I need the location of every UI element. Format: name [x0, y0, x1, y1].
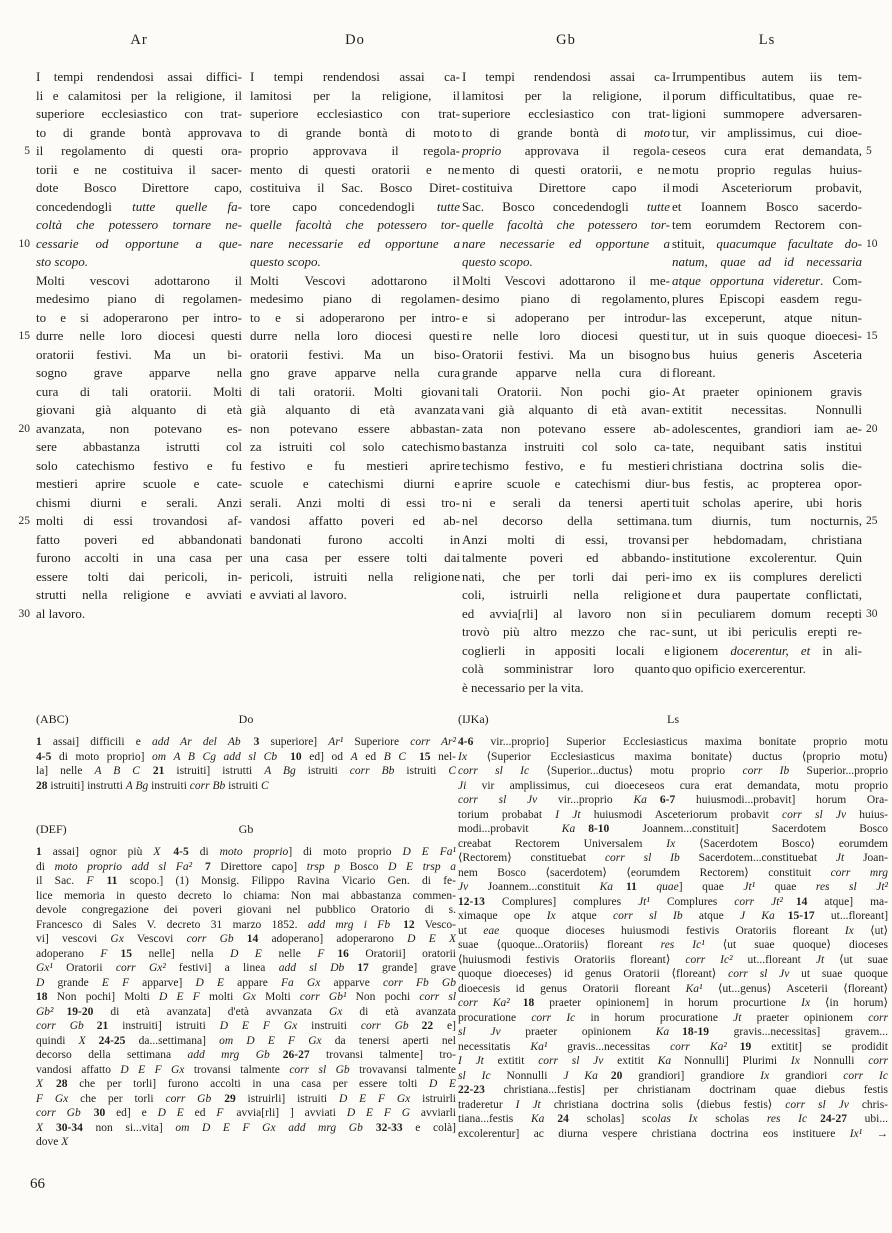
- apparatus-witness: Gb: [238, 822, 254, 836]
- text-line: vani già alquanto di età avan-: [462, 402, 670, 417]
- text-line: Jv Joannem...constituit Ka 11 quae] quae Jt¹ quae res sl Jt²: [458, 881, 888, 893]
- text-line: e avviati al lavoro.: [250, 587, 347, 602]
- text-line: vandosi affatto poveri ed ab-: [250, 513, 460, 528]
- text-line: et Ioannem Bosco sacerdo-: [672, 198, 862, 214]
- apparatus-sigla: (DEF): [36, 822, 67, 836]
- text-line: sl Jv praeter opinionem Ka 18-19 gravis...necessitas] gravem...: [458, 1026, 888, 1038]
- text-line: modi...probavit Ka 8-10 Joannem...constituit] Sacerdotem Bosco: [458, 823, 889, 835]
- column-ar: [36, 32, 242, 623]
- apparatus-left-column: [36, 712, 456, 1150]
- text-line: è necessario per la vita.: [462, 679, 584, 695]
- text-line: necessitatis Ka¹ gravis...necessitas corr Ka² 19 extitit] se prodidit: [458, 1040, 888, 1053]
- text-line: natum, quae ad id necessaria: [672, 254, 862, 269]
- text-line: suae ⟨quoque...Oratoriis⟩ floreant res Ic¹ ⟨ut suae quoque⟩ dioceses: [458, 939, 888, 951]
- text-line: al lavoro.: [36, 605, 86, 621]
- text-line: I tempi rendendosi assai diffici-: [36, 69, 242, 84]
- text-line: decorso della settimana add mrg Gb 26-27 trovansi talmente] tro-: [36, 1049, 456, 1061]
- text-line: coli, istruirli nella religione: [462, 587, 670, 602]
- text-line: in peculiarem domum recepti: [672, 605, 862, 621]
- text-line: torium probabat I Jt huiusmodi Asceteriorum probavit corr sl Jv huius-: [458, 808, 888, 821]
- text-line: Sac. Bosco concedendogli tutte: [462, 198, 670, 214]
- line-numbers-right: [866, 68, 890, 679]
- apparatus-header: [36, 822, 456, 845]
- text-line: dote Bosco Direttore capo,: [36, 180, 242, 195]
- column-gb: [462, 32, 670, 697]
- text-line: I tempi rendendosi assai ca-: [250, 69, 460, 84]
- text-line: floreant.: [672, 365, 716, 380]
- text-line: questo scopo.: [250, 254, 321, 269]
- line-number: [866, 124, 890, 143]
- text-line: per hebdomadam, christiana: [672, 531, 862, 547]
- line-number: [4, 549, 30, 568]
- text-line: stituit, quacumque facultate do-: [672, 235, 862, 251]
- text-line: sl Ic Nonnulli J Ka 20 grandiori] grandiore Ix grandiori corr Ic: [458, 1069, 888, 1082]
- text-line: lice memoria in questo decreto lo chiama: Non mai abbastanza commen-: [36, 889, 456, 902]
- text-line: corr Gb 21 instruiti] istruiti D E F Gx instruiti corr Gb 22 e]: [36, 1020, 456, 1032]
- line-number: 30: [866, 607, 878, 620]
- text-line: torii e ne costituiva il sacer-: [36, 161, 242, 177]
- text-line: costituiva il Sac. Bosco Diret-: [250, 180, 460, 195]
- apparatus-sigla: (IJKa): [458, 712, 489, 726]
- text-line: christiana doctrina solis die-: [672, 457, 862, 473]
- text-line: non potevano essere abbastan-: [250, 420, 460, 436]
- text-line: ximaque ope Ix atque corr sl Ib atque J Ka 15-17 ut...floreant]: [458, 910, 889, 922]
- text-line: desimo piano di regolamento,: [462, 291, 670, 306]
- text-line: corr Gb 30 ed] e D E ed F avvia[rli] ] avviati D E F G avviarli: [36, 1107, 457, 1119]
- text-line: il Sac. F 11 scopo.] (1) Monsig. Filippo Ravina Vicario Gen. di fe-: [36, 875, 456, 887]
- text-line: una casa per essere tolti dai: [250, 550, 460, 565]
- text-line: di tali oratorii. Molti giovani: [250, 383, 460, 399]
- line-number: 15: [18, 330, 30, 342]
- text-line: Molti Vescovi adottarono il me-: [462, 272, 670, 288]
- line-numbers-left: [4, 68, 30, 623]
- text-line: Ji vir amplissimus, cui dioeceseos cura erat demandata, motu proprio: [458, 779, 888, 792]
- text-line: F Gx che per torli corr Gb 29 istruirli] istruiti D E F Gx istruirli: [36, 1092, 456, 1105]
- text-line: scuole e catechismi diurni e: [250, 476, 460, 491]
- text-line: motu proprio regulas huius-: [672, 161, 862, 177]
- line-number: [4, 68, 30, 87]
- line-number: [866, 253, 890, 272]
- line-number: [4, 309, 30, 328]
- text-line: serali. Anzi molti di essi tro-: [250, 494, 460, 510]
- text-line: chismi diurni e serali. Anzi: [36, 494, 242, 510]
- text-line: 12-13 Complures] complures Jt¹ Complures corr Jt² 14 atque] ma-: [458, 895, 888, 908]
- text-line: las exceperunt, atque nitun-: [672, 309, 862, 325]
- line-number: [866, 475, 890, 494]
- apparatus-right-column: [458, 712, 888, 1141]
- text-line: corr sl Ic ⟨Superior...ductus⟩ motu proprio corr Ib Superior...proprio: [458, 765, 888, 777]
- line-number: 10: [18, 237, 30, 250]
- text-line: concedendogli tutte quelle fa-: [36, 198, 243, 214]
- text-line: fatto poveri ed abbandonati: [36, 531, 242, 547]
- text-line: mento di questi oratorii e ne: [250, 161, 460, 177]
- text-line: Oratorii festivi. Ma un bisogno: [462, 346, 670, 362]
- text-line: giovani già alquanto di età: [36, 402, 242, 417]
- text-line: nare necessarie ed opportune a: [250, 235, 460, 251]
- line-number: 10: [866, 237, 878, 250]
- text-line: strutti nella religione e avviati: [36, 587, 242, 602]
- text-line: 22-23 christiana...festis] per christianam doctrinam quae diebus festis: [458, 1084, 888, 1096]
- text-line: festivo e fu mestieri aprire: [250, 457, 460, 473]
- column-header-gb: Gb: [556, 32, 576, 48]
- text-line: tur, vir amplissimus, cui dioe-: [672, 124, 862, 140]
- text-line: quoque dioeceses⟩ id genus Oratorii ⟨floreant⟩ corr sl Jv ut suae quoque: [458, 968, 888, 980]
- line-number: [4, 568, 30, 587]
- apparatus-block-gb: [36, 822, 456, 1150]
- text-line: devole congregazione dei poveri giovani nel pubblico Oratorio di s.: [36, 904, 456, 916]
- text-line: traderetur I Jt christiana doctrina solis ⟨diebus festis⟩ corr sl Jv chris-: [458, 1098, 889, 1111]
- line-number: [4, 494, 30, 513]
- text-line: bastanza instruiti col solo ca-: [462, 439, 670, 454]
- text-line: procuratione corr Ic in horum procuratione Jt praeter opinionem corr: [458, 1011, 888, 1024]
- line-number: 30: [18, 607, 30, 620]
- apparatus-sigla: (ABC): [36, 712, 69, 726]
- line-number: [866, 272, 890, 291]
- text-line: tem eorumdem Rectorem con-: [672, 217, 862, 232]
- text-line: tore capo concedendogli tutte: [250, 198, 460, 214]
- text-line: talmente poveri ed abbando-: [462, 550, 670, 565]
- text-line: excolerentur] ac diurna vespere christiana doctrina eos instituere Ix¹ →: [458, 1127, 888, 1140]
- text-line: to di grande bontà di moto: [462, 124, 670, 140]
- line-number: [866, 105, 890, 124]
- text-line: tum diurnis, tum nocturnis,: [672, 513, 862, 528]
- text-line: ⟨huiusmodi festivis Oratoriis floreant⟩ corr Ic² ut...floreant Jt ⟨ut suae: [458, 953, 889, 966]
- text-line: oratorii festivi. Ma un biso-: [250, 346, 460, 362]
- text-line: la] nelle A B C 21 istruiti] istrutti A Bg istruiti corr Bb istruiti C: [36, 765, 457, 777]
- text-line: coltà che potessero tornare ne-: [36, 217, 242, 232]
- text-line: plures Episcopi easdem regu-: [672, 291, 862, 306]
- column-header-do: Do: [345, 32, 365, 48]
- text-line: vandosi affatto D E F Gx trovansi talmente corr sl Gb trovavansi talmente: [36, 1063, 456, 1076]
- column-ls-text: [672, 68, 862, 679]
- text-line: cura di tali oratorii. Molti: [36, 383, 242, 399]
- column-header-ar: Ar: [130, 32, 148, 48]
- text-line: sunt, ut ibi periculis erepti re-: [672, 624, 862, 639]
- text-line: 1 assai] difficili e add Ar del Ab 3 superiore] Ar¹ Superiore corr Ar²: [36, 736, 456, 748]
- text-line: X 30-34 non si...vita] om D E F Gx add mrg Gb 32-33 e colà]: [36, 1121, 456, 1134]
- apparatus-entries: [36, 735, 456, 793]
- line-number: [866, 623, 890, 642]
- line-number: 20: [18, 422, 30, 435]
- line-number: [4, 179, 30, 198]
- line-number: [4, 364, 30, 383]
- page-number: 66: [30, 1176, 45, 1192]
- text-line: nare necessarie ed opportune a: [462, 235, 670, 251]
- column-do: [250, 32, 460, 605]
- text-line: superiore ecclesiastico con trat-: [462, 106, 670, 121]
- line-number: [4, 586, 30, 605]
- text-line: ceseos cura erat demandata,: [672, 143, 862, 158]
- line-number: [866, 87, 890, 106]
- line-number: [4, 87, 30, 106]
- text-line: mento di questi oratorii, e ne: [462, 161, 670, 177]
- column-do-text: [250, 68, 460, 605]
- text-line: medesimo piano di regolamen-: [36, 291, 242, 306]
- line-number: [4, 198, 30, 217]
- line-number: [4, 383, 30, 402]
- line-number: [866, 198, 890, 217]
- line-number: 5: [24, 145, 30, 157]
- text-line: bandonati furono accolti in: [250, 531, 460, 547]
- text-line: dioecesis id genus Oratorii floreant Ka¹ ⟨ut...genus⟩ Asceterii ⟨floreant⟩: [458, 982, 888, 995]
- apparatus-block-do: [36, 712, 456, 793]
- text-line: X 28 che per torli] furono accolti in una casa per essere tolti D E: [36, 1078, 456, 1090]
- text-line: et dura paupertate conflictati,: [672, 587, 862, 602]
- text-line: 1 assai] ognor più X 4-5 di moto proprio] di moto proprio D E Fa¹: [36, 846, 456, 858]
- text-line: adoperano F 15 nelle] nella D E nelle F 16 Oratorii] oratorii: [36, 947, 456, 960]
- text-line: sogno grave apparve nella: [36, 365, 242, 380]
- line-number: [866, 290, 890, 309]
- text-line: to di grande bontà di moto: [250, 124, 460, 140]
- text-line: Molti vescovi adottarono il: [36, 272, 242, 288]
- text-line: 4-6 vir...proprio] Superior Ecclesiasticus maxima bonitate proprio motu: [458, 736, 888, 748]
- line-number: [4, 290, 30, 309]
- text-line: durre nelle loro diocesi questi: [36, 328, 242, 343]
- line-number: [866, 438, 890, 457]
- text-line: costituiva Direttore capo il: [462, 180, 670, 195]
- text-line: medesimo piano di regolamen-: [250, 291, 460, 306]
- line-number: [866, 568, 890, 587]
- line-number: [4, 438, 30, 457]
- text-line: di moto proprio add sl Fa² 7 Direttore capo] trsp p Bosco D E trsp a: [36, 860, 457, 873]
- line-number: [866, 586, 890, 605]
- text-line: imo ex iis complures derelicti: [672, 568, 862, 584]
- text-line: tuit scholas aperire, ubi horis: [672, 494, 862, 510]
- text-line: superiore ecclesiastico con trat-: [250, 106, 460, 121]
- line-number: [866, 68, 890, 87]
- text-line: Ix ⟨Superior Ecclesiasticus maxima bonitate⟩ ductus ⟨proprio motu⟩: [458, 750, 888, 763]
- line-number: [866, 383, 890, 402]
- text-line: porum difficultatibus, quae re-: [672, 87, 862, 103]
- text-line: nel decorso della settimana.: [462, 513, 670, 528]
- text-line: quelle facoltà che potessero tor-: [462, 217, 670, 232]
- line-number: [4, 216, 30, 235]
- text-line: vi] vescovi Gx Vescovi corr Gb 14 adoperano] adoperarono D E X: [36, 933, 457, 945]
- text-line: avanzata, non potevano es-: [36, 420, 242, 436]
- text-line: bus huius generis Asceteria: [672, 346, 862, 362]
- line-number: [866, 642, 890, 661]
- text-line: corr sl Jv vir...proprio Ka 6-7 huiusmodi...probavit] horum Ora-: [458, 794, 889, 806]
- line-number: 15: [866, 330, 878, 342]
- text-line: to di grande bontà approvava: [36, 124, 242, 140]
- text-line: re nelle loro diocesi questi: [462, 328, 670, 343]
- text-line: oratorii festivi. Ma un bi-: [36, 346, 242, 362]
- line-number: [866, 494, 890, 513]
- line-number: 5: [866, 145, 872, 157]
- text-line: trovò più altro mezzo che rac-: [462, 624, 670, 639]
- text-line: ligionem docerentur, et in ali-: [672, 642, 863, 658]
- text-line: pericoli, istruiti nella religione: [250, 568, 460, 584]
- text-line: lamitosi per la religione, il: [462, 87, 670, 103]
- text-line: Irrumpentibus autem iis tem-: [672, 69, 862, 84]
- line-number: [866, 549, 890, 568]
- text-line: dove X: [36, 1136, 69, 1148]
- text-line: institutione excolerentur. Quin: [672, 550, 862, 565]
- line-number: [866, 364, 890, 383]
- text-line: ut eae quoque dioceses huiusmodi festivis Oratoriis floreant Ix ⟨ut⟩: [458, 924, 888, 937]
- line-number: [866, 401, 890, 420]
- text-line: techismo festivo, e fu mestieri: [462, 457, 670, 473]
- text-line: 28 istruiti] instrutti A Bg instruiti corr Bb istruiti C: [36, 779, 269, 792]
- line-number: [4, 161, 30, 180]
- line-number: [866, 216, 890, 235]
- line-number: [4, 272, 30, 291]
- line-number: 25: [18, 515, 30, 527]
- line-number: [866, 346, 890, 365]
- line-number: 25: [866, 515, 878, 527]
- text-line: quo opificio exercerentur.: [672, 661, 806, 676]
- text-line: coglierli in appositi locali e: [462, 642, 670, 658]
- text-line: li e calamitosi per la religione, il: [36, 87, 242, 103]
- line-number: [866, 309, 890, 328]
- text-line: aprire scuole e catechismi diur-: [462, 476, 670, 491]
- text-line: ligioni summopere adversaren-: [672, 106, 862, 121]
- text-line: solo catechismo festivo e fu: [36, 457, 242, 473]
- text-line: sto scopo.: [36, 254, 88, 269]
- text-line: Gx¹ Oratorii corr Gx² festivi] a linea add sl Db 17 grande] grave: [36, 962, 456, 974]
- text-line: atque opportuna videretur. Com-: [672, 272, 862, 288]
- column-ar-text: [36, 68, 242, 623]
- text-line: questo scopo.: [462, 254, 533, 269]
- apparatus-witness: Do: [238, 712, 254, 726]
- text-line: corr Ka² 18 praeter opinionem] in horum procurtione Ix ⟨in horum⟩: [458, 997, 888, 1009]
- apparatus-entries: [36, 845, 456, 1150]
- text-line: colà somministrar loro quanto: [462, 661, 670, 676]
- text-line: Molti Vescovi adottarono il: [250, 272, 460, 288]
- text-line: lamitosi per la religione, il: [250, 87, 460, 103]
- text-line: superiore ecclesiastico con trat-: [36, 106, 242, 121]
- text-line: gno grave apparve nella cura: [250, 365, 460, 380]
- text-line: Anzi molti di essi, trovansi: [462, 531, 670, 547]
- line-number: [866, 660, 890, 679]
- line-number: [4, 105, 30, 124]
- text-line: mestieri aprire scuole e cate-: [36, 476, 242, 491]
- text-line: e si adoperano per introdur-: [462, 309, 670, 325]
- text-line: nem Bosco ⟨sacerdotem⟩ ⟨eorumdem Rectorem⟩ constituit corr mrg: [458, 866, 888, 879]
- text-line: to e si adoperarono per intro-: [36, 309, 242, 325]
- text-line: ni e serali da tenersi aperti: [462, 494, 670, 510]
- text-line: sere abbastanza istrutti col: [36, 439, 242, 454]
- text-line: grande apparve nella cura di: [462, 365, 670, 380]
- line-number: [866, 161, 890, 180]
- text-line: modi Asceteriorum probavit,: [672, 180, 862, 195]
- text-line: ed avvia[rli] al lavoro non si: [462, 605, 670, 621]
- text-line: 4-5 di moto proprio] om A B Cg add sl Cb 10 ed] od A ed B C 15 nel-: [36, 750, 456, 763]
- text-line: proprio approvava il regola-: [250, 143, 460, 158]
- text-line: già alquanto di età avanzata: [250, 402, 460, 417]
- text-line: Gb² 19-20 di età avanzata] d'età avvanzata Gx di età avanzata: [36, 1005, 456, 1018]
- line-number: [4, 253, 30, 272]
- text-line: I Jt extitit corr sl Jv extitit Ka Nonnulli] Plurimi Ix Nonnulli corr: [458, 1055, 888, 1067]
- column-header-ls: Ls: [758, 32, 776, 48]
- text-line: il regolamento di questi ora-: [36, 143, 242, 158]
- text-line: D grande E F apparve] D E appare Fa Gx apparve corr Fb Gb: [36, 976, 456, 989]
- text-line: to e si adoperarono per intro-: [250, 309, 460, 325]
- text-line: quelle facoltà che potessero tor-: [250, 217, 460, 232]
- text-line: ⟨Rectorem⟩ constituebat corr sl Ib Sacerdotem...constituebat Jt Joan-: [458, 852, 888, 864]
- text-line: extitit necessitas. Nonnulli: [672, 402, 862, 417]
- apparatus-witness: Ls: [667, 712, 679, 726]
- column-gb-text: [462, 68, 670, 697]
- text-line: tali Oratorii. Non pochi gio-: [462, 383, 670, 399]
- apparatus-entries: [458, 735, 888, 1141]
- text-line: adolescentes, grandiori iam ae-: [672, 420, 862, 436]
- text-line: quindi X 24-25 da...settimana] om D E F Gx da tenersi aperti nel: [36, 1034, 456, 1047]
- apparatus-header: [36, 712, 456, 735]
- line-number: 20: [866, 422, 878, 435]
- text-line: cessarie od opportune a que-: [36, 235, 242, 251]
- text-line: creabat Rectorem Universalem Ix ⟨Sacerdotem Bosco⟩ eorumdem: [458, 837, 888, 850]
- apparatus-header: [458, 712, 888, 735]
- text-line: durre nella loro diocesi questi: [250, 328, 460, 343]
- line-number: [4, 401, 30, 420]
- line-number: [866, 179, 890, 198]
- text-line: nati, che per torli dai peri-: [462, 568, 670, 584]
- text-line: bus festis, ac propterea opor-: [672, 476, 862, 491]
- text-line: zata non potevano essere ab-: [462, 420, 670, 436]
- apparatus-block-ls: [458, 712, 888, 1141]
- text-line: tur, ut in suis quoque dioecesi-: [672, 328, 862, 343]
- line-number: [4, 124, 30, 143]
- text-line: za istruiti col solo catechismo: [250, 439, 460, 454]
- line-number: [866, 457, 890, 476]
- line-number: [4, 457, 30, 476]
- text-line: essere tolti dai pericoli, in-: [36, 568, 242, 584]
- line-number: [4, 475, 30, 494]
- text-line: tiana...festis Ka 24 scholas] scolas Ix scholas res Ic 24-27 ubi...: [458, 1113, 889, 1125]
- text-line: I tempi rendendosi assai ca-: [462, 69, 670, 84]
- line-number: [4, 346, 30, 365]
- line-number: [866, 531, 890, 550]
- line-number: [4, 531, 30, 550]
- column-ls: [672, 32, 862, 679]
- text-line: At praeter opinionem gravis: [672, 383, 862, 399]
- text-line: tate, nequibant satis institui: [672, 439, 862, 454]
- text-line: proprio approvava il regola-: [462, 143, 670, 158]
- text-line: furono accolti in una casa per: [36, 550, 242, 565]
- text-line: Francesco di Sales V. decreto 31 marzo 1852. add mrg i Fb 12 Vesco-: [36, 918, 456, 931]
- text-line: 18 Non pochi] Molti D E F molti Gx Molti corr Gb¹ Non pochi corr sl: [36, 991, 457, 1003]
- text-line: molti di essi trovandosi af-: [36, 513, 242, 528]
